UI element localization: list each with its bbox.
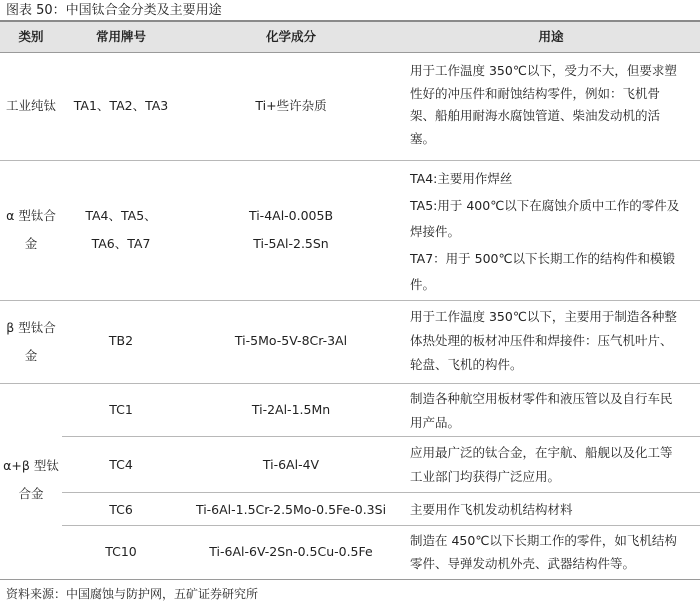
row-1-composition-line: Ti+些许杂质 xyxy=(255,98,327,113)
tc10-composition: Ti-6Al-6V-2Sn-0.5Cu-0.5Fe xyxy=(209,544,373,559)
row-4-category-line: 合金 xyxy=(18,486,44,501)
header-divider xyxy=(0,52,700,53)
usage-line: 架、船舶用耐海水腐蚀管道、柴油发动机的活 xyxy=(410,108,661,123)
usage-line: 塞。 xyxy=(410,130,436,146)
row-3-usage xyxy=(410,305,698,377)
usage-line: TA5:用于 400℃以下在腐蚀介质中工作的零件及 xyxy=(410,197,680,213)
row-2-grade xyxy=(62,202,180,258)
tc1-usage xyxy=(410,387,698,435)
row-1-category-line: 工业纯钛 xyxy=(5,98,56,113)
row-2-grade-line: TA4、TA5、 xyxy=(85,208,157,223)
tc4-grade: TC4 xyxy=(109,457,133,472)
usage-line: 用产品。 xyxy=(410,415,461,430)
tc1-grade: TC1 xyxy=(109,402,133,417)
header-usage: 用途 xyxy=(538,29,564,44)
usage-line: 应用最广泛的钛合金，在宇航、船舰以及化工等 xyxy=(410,445,673,460)
row-2-composition-line: Ti-4Al-0.005B xyxy=(248,208,334,223)
row-2-category xyxy=(0,202,62,258)
tc10-usage xyxy=(410,529,698,575)
tc4-composition: Ti-6Al-4V xyxy=(262,457,320,472)
table-bottom-rule xyxy=(0,579,700,580)
usage-line: 用于工作温度 350℃以下，主要用于制造各种整 xyxy=(410,309,677,324)
tc6-grade: TC6 xyxy=(109,502,133,517)
row-2-composition xyxy=(180,202,402,258)
row-2-grade-line: TA6、TA7 xyxy=(91,236,151,251)
tc6-composition: Ti-6Al-1.5Cr-2.5Mo-0.5Fe-0.3Si xyxy=(195,502,387,517)
row-3-grade-line: TB2 xyxy=(108,333,134,348)
row-1-category xyxy=(0,96,62,116)
row-divider xyxy=(0,383,700,384)
usage-line: 工业部门均获得广泛应用。 xyxy=(410,469,561,484)
row-4-category xyxy=(0,452,62,508)
row-divider xyxy=(0,300,700,301)
row-3-grade xyxy=(62,331,180,351)
row-3-composition-line: Ti-5Mo-5V-8Cr-3Al xyxy=(234,333,348,348)
subrow-divider xyxy=(62,525,700,526)
subrow-divider xyxy=(62,436,700,437)
usage-line: TA4:主要用作焊丝 xyxy=(410,171,513,186)
tc10-grade: TC10 xyxy=(105,544,137,559)
tc4-usage xyxy=(410,441,698,489)
tc1-composition: Ti-2Al-1.5Mn xyxy=(251,402,331,417)
page-title: 图表 50：中国钛合金分类及主要用途 xyxy=(6,3,222,18)
usage-line: 体热处理的板材冲压件和焊接件：压气机叶片、 xyxy=(410,333,673,348)
row-2-category-line: 金 xyxy=(24,236,38,251)
row-4-category-line: α+β 型钛 xyxy=(3,458,59,473)
row-1-composition xyxy=(180,96,402,116)
usage-line: 制造在 450℃以下长期工作的零件，如飞机结构 xyxy=(410,533,677,548)
row-3-category-line: β 型钛合 xyxy=(6,320,56,335)
usage-line: 焊接件。 xyxy=(410,224,461,239)
usage-line: 用于工作温度 350℃以下，受力不大，但要求塑 xyxy=(410,63,677,78)
row-1-grade-line: TA1、TA2、TA3 xyxy=(73,98,169,113)
row-2-composition-line: Ti-5Al-2.5Sn xyxy=(253,236,329,251)
source-note: 资料来源：中国腐蚀与防护网，五矿证券研究所 xyxy=(6,587,259,601)
subrow-divider xyxy=(62,492,700,493)
header-composition: 化学成分 xyxy=(265,29,316,44)
tc6-usage xyxy=(410,500,698,520)
usage-line: 性好的冲压件和耐蚀结构零件，例如：飞机骨 xyxy=(410,85,661,101)
header-category: 类别 xyxy=(18,29,44,44)
row-divider xyxy=(0,160,700,161)
row-3-category-line: 金 xyxy=(24,348,38,363)
row-2-category-line: α 型钛合 xyxy=(6,208,56,223)
usage-line: TA7：用于 500℃以下长期工作的结构件和模锻 xyxy=(410,250,676,266)
usage-line: 轮盘、飞机的构件。 xyxy=(410,357,523,372)
row-3-category xyxy=(0,314,62,370)
row-1-grade xyxy=(62,96,180,116)
usage-line: 零件、导弹发动机外壳、武器结构件等。 xyxy=(410,556,636,571)
usage-line: 制造各种航空用板材零件和液压管以及自行车民 xyxy=(410,391,673,406)
usage-line: 主要用作飞机发动机结构材料 xyxy=(410,502,573,517)
header-grade: 常用牌号 xyxy=(95,29,146,44)
row-1-usage xyxy=(410,60,698,150)
usage-line: 件。 xyxy=(410,277,436,292)
row-3-composition xyxy=(180,331,402,351)
row-2-usage xyxy=(410,166,698,299)
